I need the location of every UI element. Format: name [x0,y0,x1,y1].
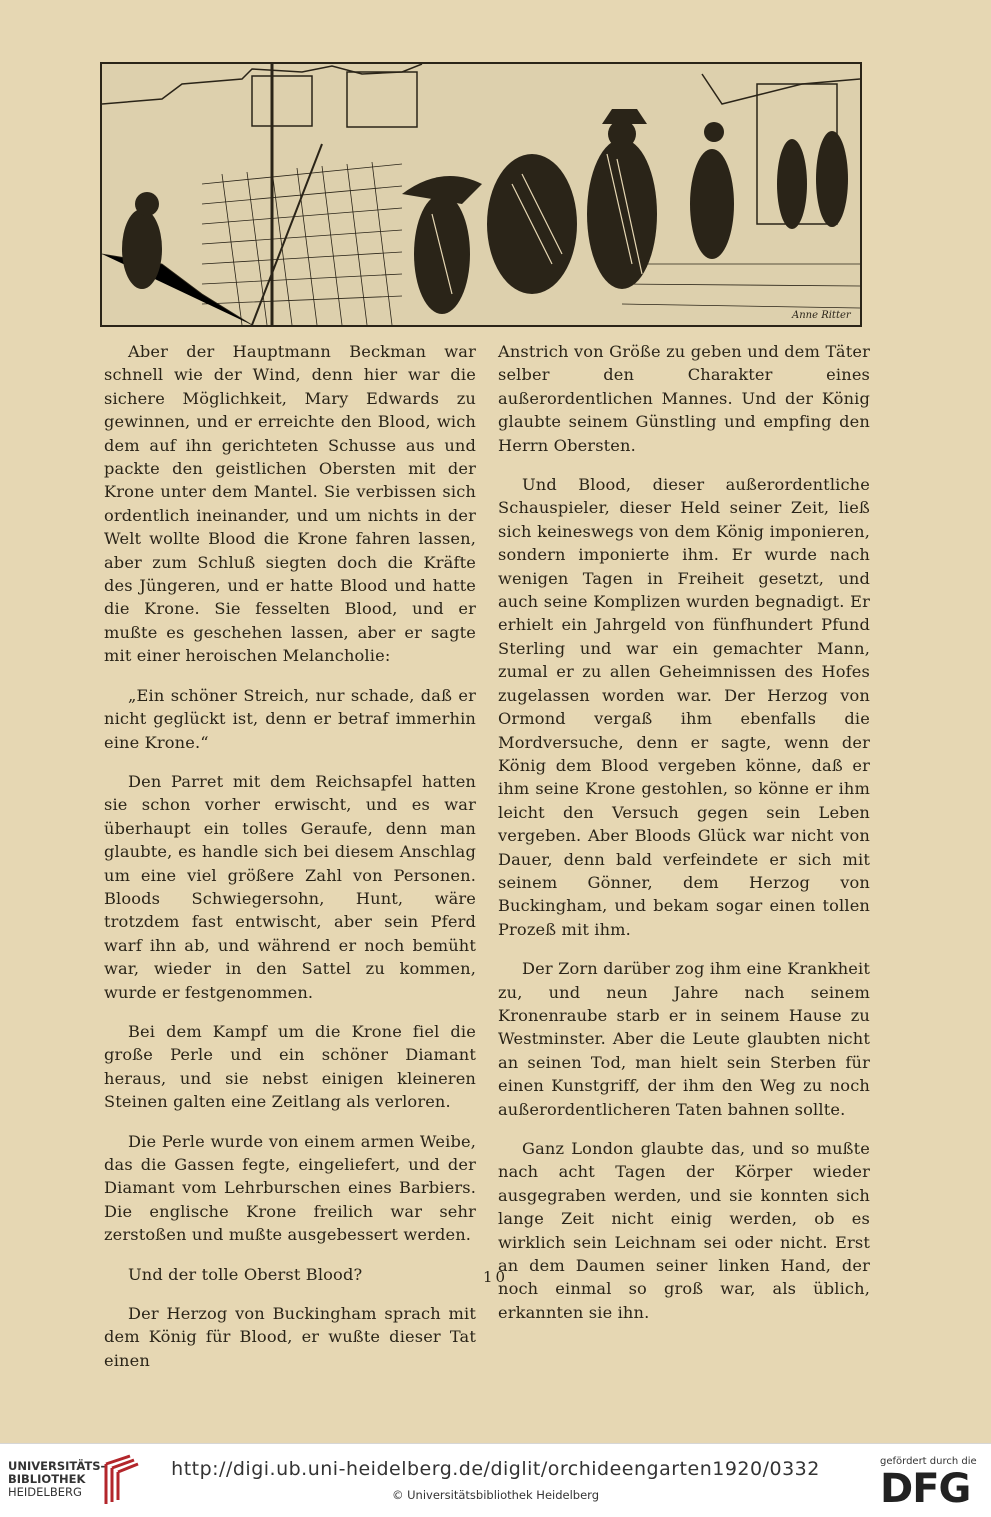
left-text-column [104,340,476,1388]
digitization-footer [0,1443,991,1517]
illustration-signature: Anne Ritter [792,310,851,321]
paragraph: Die Perle wurde von einem armen Weibe, das die Gassen fegte, eingeliefert, und der Diamant vom Lehrburschen eines Barbiers. Die englische Krone freilich war sehr zerstoßen und mußte ausgebessert werden. [104,1131,476,1245]
page-number: 10 [482,1268,509,1286]
paragraph: Und Blood, dieser außerordentliche Schauspieler, dieser Held seiner Zeit, ließ sich keineswegs von dem König imponieren, sondern imponierte ihm. Er wurde nach wenigen Tagen in Freiheit gesetzt, und auch seine Komplizen wurden begnadigt. Er erhielt ein Jahrgeld von fünfhundert Pfund Sterling und war ein gemachter Mann, zumal er zu allen Geheimnissen des Hofes zugelassen worden war. Der Herzog von Ormond vergaß ihm ebenfalls die Mordversuche, denn er sagte, wenn der König dem Blood vergeben könne, daß er ihm seine Krone gestohlen, so könne er ihm leicht den Versuch gegen sein Leben vergeben. Aber Bloods Glück war nicht von Dauer, denn bald verfeindete er sich mit seinem Gönner, dem Herzog von Buckingham, und bekam sogar einen tollen Prozeß mit ihm. [498,475,870,939]
engraving-illustration [100,62,862,327]
paragraph: Und der tolle Oberst Blood? [128,1264,363,1284]
library-line-2: BIBLIOTHEK [8,1472,86,1486]
paragraph: Ganz London glaubte das, und so mußte nach acht Tagen der Körper wieder ausgegraben werden, und sie konnten sich lange Zeit nicht einig werden, ob es wirklich sein Leichnam sei oder nicht. Erst an dem Daumen seiner linken Hand, der noch einmal so groß war, als üblich, erkannten sie ihn. [498,1139,870,1322]
paragraph: Aber der Hauptmann Beckman war schnell wie der Wind, denn hier war die sichere Möglichkeit, Mary Edwards zu gewinnen, und er erreichte den Blood, wich dem auf ihn gerichteten Schusse aus und packte den geistlichen Obersten mit der Krone unter dem Mantel. Sie verbissen sich ordentlich ineinander, und um nichts in der Welt wollte Blood die Krone fahren lassen, aber zum Schluß siegten doch die Kräfte des Jüngeren, und er hatte Blood und hatte die Krone. Sie fesselten Blood, und er mußte es geschehen lassen, aber er sagte mit einer heroischen Melancholie: [104,342,476,666]
library-line-3: HEIDELBERG [8,1485,82,1499]
library-line-1: UNIVERSITÄTS- [8,1459,106,1473]
funded-by-label: gefördert durch die [880,1456,977,1467]
paragraph: Bei dem Kampf um die Krone fiel die große Perle und ein schöner Diamant heraus, und sie nebst einigen kleineren Steinen galten eine Zeitlang als verloren. [104,1021,476,1112]
copyright-notice: © Universitätsbibliothek Heidelberg [391,1488,599,1502]
paragraph: Anstrich von Größe zu geben und dem Täter selber den Charakter eines außerordentlichen Mannes. Und der König glaubte seinem Günstling und empfing den Herrn Obersten. [498,342,870,455]
illustration-drawing [102,64,860,325]
source-url-link[interactable]: http://digi.ub.uni-heidelberg.de/diglit/orchideengarten1920/0332 [171,1458,820,1480]
paragraph: Der Herzog von Buckingham sprach mit dem König für Blood, er wußte dieser Tat einen [104,1304,476,1370]
paragraph: Der Zorn darüber zog ihm eine Krankheit zu, und neun Jahre nach seinem Kronenraube starb er in seinem Hause zu Westminster. Aber die Leute glaubten nicht an seinen Tod, man hielt sein Sterben für einen Kunstgriff, der ihm den Weg zu noch außerordentlicheren Taten bahnen sollte. [498,959,870,1119]
dfg-logo: DFG [880,1466,971,1512]
paragraph: „Ein schöner Streich, nur schade, daß er nicht geglückt ist, denn er betraf immerhin eine Krone.“ [104,685,476,752]
right-text-column [498,340,870,1340]
paragraph: Den Parret mit dem Reichsapfel hatten sie schon vorher erwischt, und es war überhaupt ein tolles Geraufe, denn man glaubte, es handle sich bei diesem Anschlag um eine viel größere Zahl von Personen. Bloods Schwiegersohn, Hunt, wäre trotzdem fast entwischt, aber sein Pferd warf ihn ab, und während er noch bemüht war, wieder in den Sattel zu kommen, wurde er festgenommen. [104,771,476,1002]
